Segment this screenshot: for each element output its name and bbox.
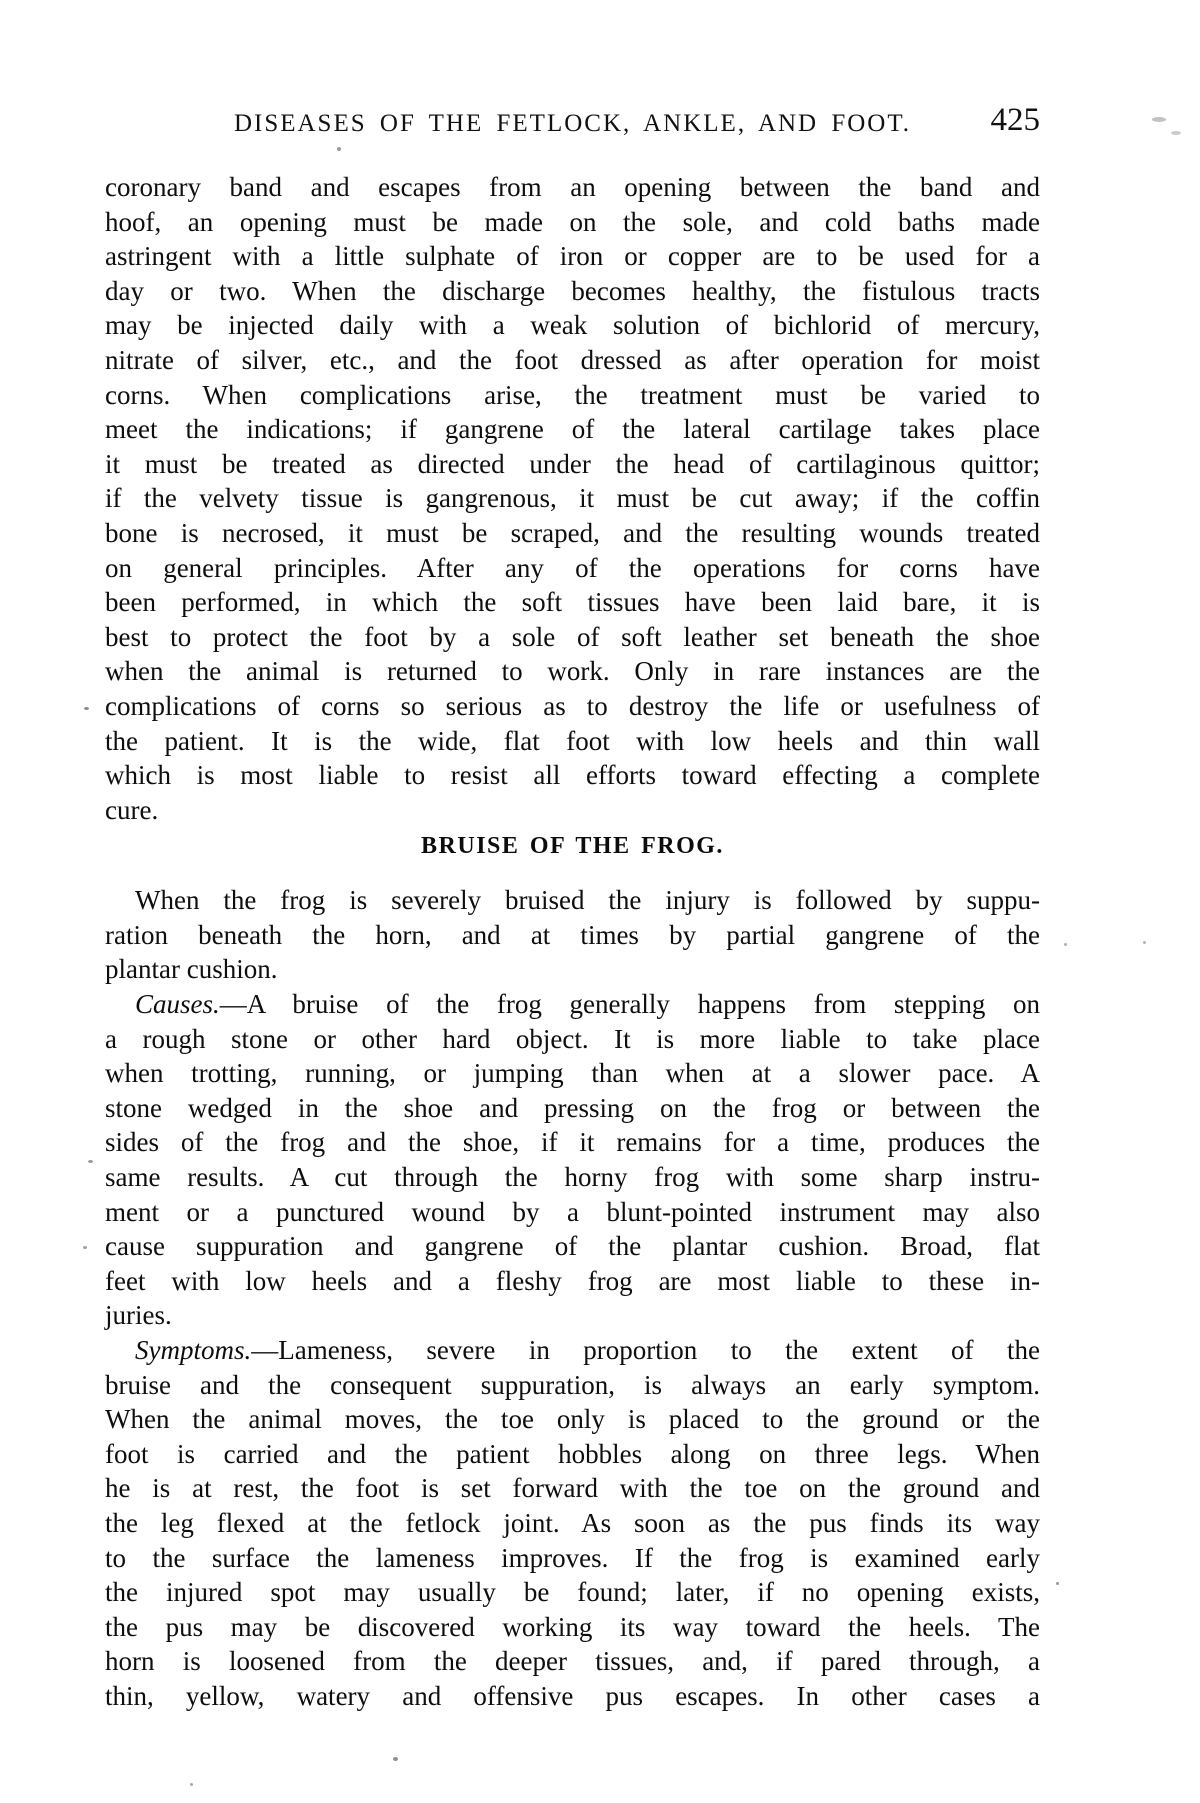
scan-speck xyxy=(1056,1582,1059,1585)
text-line: the leg flexed at the fetlock joint. As soon as the pus finds its way xyxy=(105,1507,1040,1538)
text-line: hoof, an opening must be made on the sole, and cold baths made xyxy=(105,206,1040,237)
page-text-block xyxy=(105,170,1040,1714)
paragraph xyxy=(105,170,1040,827)
text-line: cure. xyxy=(105,794,159,825)
text-line: a rough stone or other hard object. It is more liable to take place xyxy=(105,1023,1040,1054)
running-head xyxy=(105,0,1040,150)
scan-speck xyxy=(190,1783,193,1786)
text-line: sides of the frog and the shoe, if it remains for a time, produces the xyxy=(105,1127,1040,1158)
scan-speck xyxy=(84,707,89,710)
text-line: coronary band and escapes from an opening between the band and xyxy=(105,172,1040,202)
text-line: when the animal is returned to work. Only in rare instances are the xyxy=(105,656,1040,687)
text-line: bone is necrosed, it must be scraped, and the resulting wounds treated xyxy=(105,517,1040,548)
text-line: juries. xyxy=(105,1300,172,1331)
text-line: to the surface the lameness improves. If the frog is examined early xyxy=(105,1542,1040,1573)
text-line: thin, yellow, watery and offensive pus escapes. In other cases a xyxy=(105,1680,1040,1711)
text-line: it must be treated as directed under the head of cartilaginous quittor; xyxy=(105,448,1040,479)
text-line: been performed, in which the soft tissues have been laid bare, it is xyxy=(105,587,1040,618)
text-line: corns. When complications arise, the treatment must be varied to xyxy=(105,379,1040,410)
scan-speck xyxy=(1152,117,1166,122)
paragraph xyxy=(105,987,1040,1333)
text-line: when trotting, running, or jumping than when at a slower pace. A xyxy=(105,1058,1040,1089)
text-line: horn is loosened from the deeper tissues, and, if pared through, a xyxy=(105,1646,1040,1677)
text-line: meet the indications; if gangrene of the lateral cartilage takes place xyxy=(105,414,1040,445)
text-line: the pus may be discovered working its way toward the heels. The xyxy=(105,1611,1040,1642)
scan-speck xyxy=(1171,131,1181,135)
text-line: best to protect the foot by a sole of soft leather set beneath the shoe xyxy=(105,621,1040,652)
text-line: astringent with a little sulphate of iron or copper are to be used for a xyxy=(105,241,1040,272)
text-line: Causes.—A bruise of the frog generally happens from stepping on xyxy=(135,989,1040,1020)
section-heading: BRUISE OF THE FROG. xyxy=(421,833,724,860)
text-line: stone wedged in the shoe and pressing on the frog or between the xyxy=(105,1092,1040,1123)
text-line: nitrate of silver, etc., and the foot dressed as after operation for moist xyxy=(105,344,1040,375)
text-line: When the animal moves, the toe only is placed to the ground or the xyxy=(105,1404,1040,1435)
text-line: ment or a punctured wound by a blunt-pointed instrument may also xyxy=(105,1196,1040,1227)
scan-speck xyxy=(393,1757,398,1761)
text-line: day or two. When the discharge becomes healthy, the fistulous tracts xyxy=(105,275,1040,306)
text-line: complications of corns so serious as to destroy the life or usefulness of xyxy=(105,690,1040,721)
scan-speck xyxy=(83,1246,87,1249)
scan-speck xyxy=(337,147,341,151)
text-line: he is at rest, the foot is set forward with the toe on the ground and xyxy=(105,1473,1040,1504)
text-line: cause suppuration and gangrene of the plantar cushion. Broad, flat xyxy=(105,1231,1040,1262)
text-line: the patient. It is the wide, flat foot with low heels and thin wall xyxy=(105,725,1040,756)
text-line: may be injected daily with a weak solution of bichlorid of mercury, xyxy=(105,310,1040,341)
text-line: if the velvety tissue is gangrenous, it must be cut away; if the coffin xyxy=(105,483,1040,514)
scan-speck xyxy=(1064,943,1067,946)
text-line: foot is carried and the patient hobbles along on three legs. When xyxy=(105,1438,1040,1469)
text-line: plantar cushion. xyxy=(105,954,278,985)
page-number: 425 xyxy=(990,102,1040,138)
text-line: which is most liable to resist all efforts toward effecting a complete xyxy=(105,760,1040,791)
running-head-title: DISEASES OF THE FETLOCK, ANKLE, AND FOOT. xyxy=(233,110,912,137)
italic-lead: Symptoms. xyxy=(135,1335,252,1365)
scan-speck xyxy=(88,1160,93,1163)
text-line: When the frog is severely bruised the injury is followed by suppu- xyxy=(135,885,1040,916)
paragraph xyxy=(105,1333,1040,1714)
scan-speck xyxy=(1143,941,1146,944)
paragraph xyxy=(105,883,1040,987)
text-line: same results. A cut through the horny frog with some sharp instru- xyxy=(105,1162,1040,1193)
text-line: feet with low heels and a fleshy frog are most liable to these in- xyxy=(105,1265,1040,1296)
text-line: on general principles. After any of the operations for corns have xyxy=(105,552,1040,583)
text-line: bruise and the consequent suppuration, is always an early symptom. xyxy=(105,1369,1040,1400)
text-line: Symptoms.—Lameness, severe in proportion to the extent of the xyxy=(135,1335,1040,1365)
text-line: ration beneath the horn, and at times by partial gangrene of the xyxy=(105,919,1040,950)
italic-lead: Causes. xyxy=(135,989,220,1020)
text-line: the injured spot may usually be found; later, if no opening exists, xyxy=(105,1577,1040,1608)
